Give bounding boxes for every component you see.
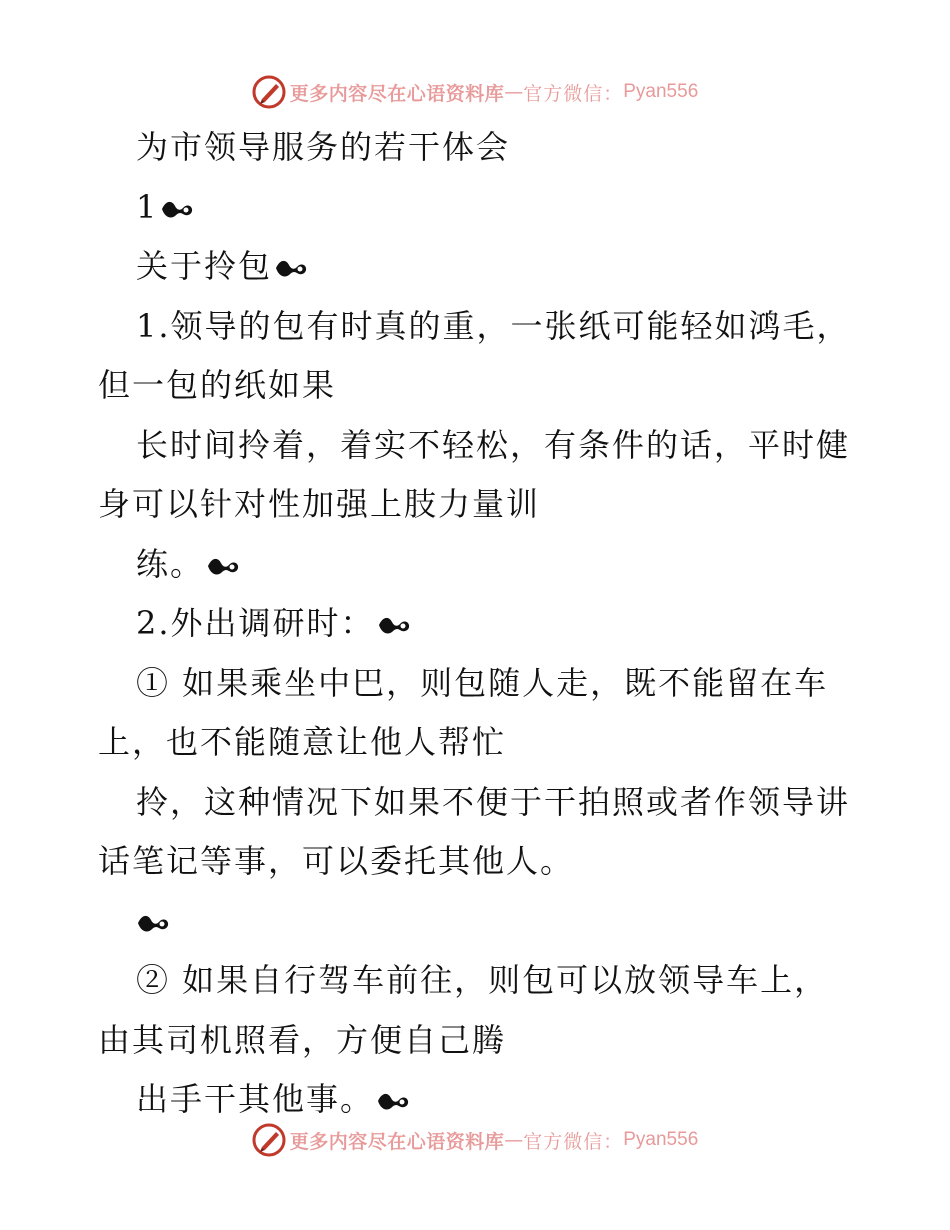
paragraph-line	[98, 535, 858, 595]
section-heading-text: 关于拎包	[136, 247, 273, 285]
footer-banner	[0, 1120, 950, 1160]
paragraph-text: 身可以针对性加强上肢力量训	[98, 485, 541, 523]
paragraph-line	[98, 773, 858, 833]
paragraph-text: 1.领导的包有时真的重，一张纸可能轻如鸿毛，	[136, 306, 851, 345]
fleuron-icon	[376, 1090, 410, 1112]
banner-wechat-id: Pyan556	[623, 81, 699, 102]
banner-main-text: 更多内容尽在心语资料库	[289, 82, 505, 105]
pen-logo-icon	[252, 75, 286, 109]
document-body	[98, 118, 858, 1130]
paragraph-line	[98, 475, 858, 535]
paragraph-line	[98, 892, 858, 952]
banner-separator: —	[504, 1129, 524, 1151]
paragraph-text: 上，也不能随意让他人帮忙	[98, 723, 507, 761]
paragraph-line	[98, 713, 858, 773]
paragraph-text: 出手干其他事。	[136, 1080, 375, 1118]
pen-logo-icon	[252, 1123, 286, 1157]
fleuron-icon	[160, 198, 194, 220]
banner-wechat-label: 官方微信：	[523, 82, 624, 105]
paragraph-text: 长时间拎着，着实不轻松，有条件的话，平时健	[136, 425, 851, 464]
banner-separator: —	[504, 81, 524, 103]
paragraph-line	[98, 297, 858, 357]
paragraph-text: ② 如果自行驾车前往，则包可以放领导车上，	[136, 961, 829, 999]
fleuron-icon	[206, 555, 240, 577]
doc-title-text: 为市领导服务的若干体会	[136, 128, 511, 166]
section-number-text: 1	[136, 187, 159, 226]
paragraph-line	[98, 356, 858, 416]
paragraph-line	[98, 951, 858, 1011]
banner-wechat-id: Pyan556	[623, 1129, 699, 1150]
section-heading	[98, 237, 858, 297]
header-banner	[0, 72, 950, 112]
doc-title	[98, 118, 858, 178]
paragraph-line	[98, 654, 858, 714]
paragraph-line	[98, 1011, 858, 1071]
fleuron-icon	[377, 614, 411, 636]
paragraph-line	[98, 832, 858, 892]
paragraph-text: 拎，这种情况下如果不便于干拍照或者作领导讲	[136, 782, 851, 821]
banner-main-text: 更多内容尽在心语资料库	[289, 1130, 505, 1153]
banner-wechat-label: 官方微信：	[523, 1130, 624, 1153]
paragraph-text: ① 如果乘坐中巴，则包随人走，既不能留在车	[136, 663, 829, 702]
paragraph-line	[98, 594, 858, 654]
paragraph-text: 但一包的纸如果	[98, 366, 337, 404]
fleuron-icon	[274, 257, 308, 279]
paragraph-text: 2.外出调研时：	[136, 604, 375, 642]
paragraph-text: 由其司机照看，方便自己腾	[98, 1020, 507, 1059]
section-number	[98, 178, 858, 238]
paragraph-text: 话笔记等事，可以委托其他人。	[98, 842, 575, 880]
paragraph-text: 练。	[136, 544, 205, 583]
paragraph-line	[98, 416, 858, 476]
fleuron-icon	[136, 912, 170, 934]
